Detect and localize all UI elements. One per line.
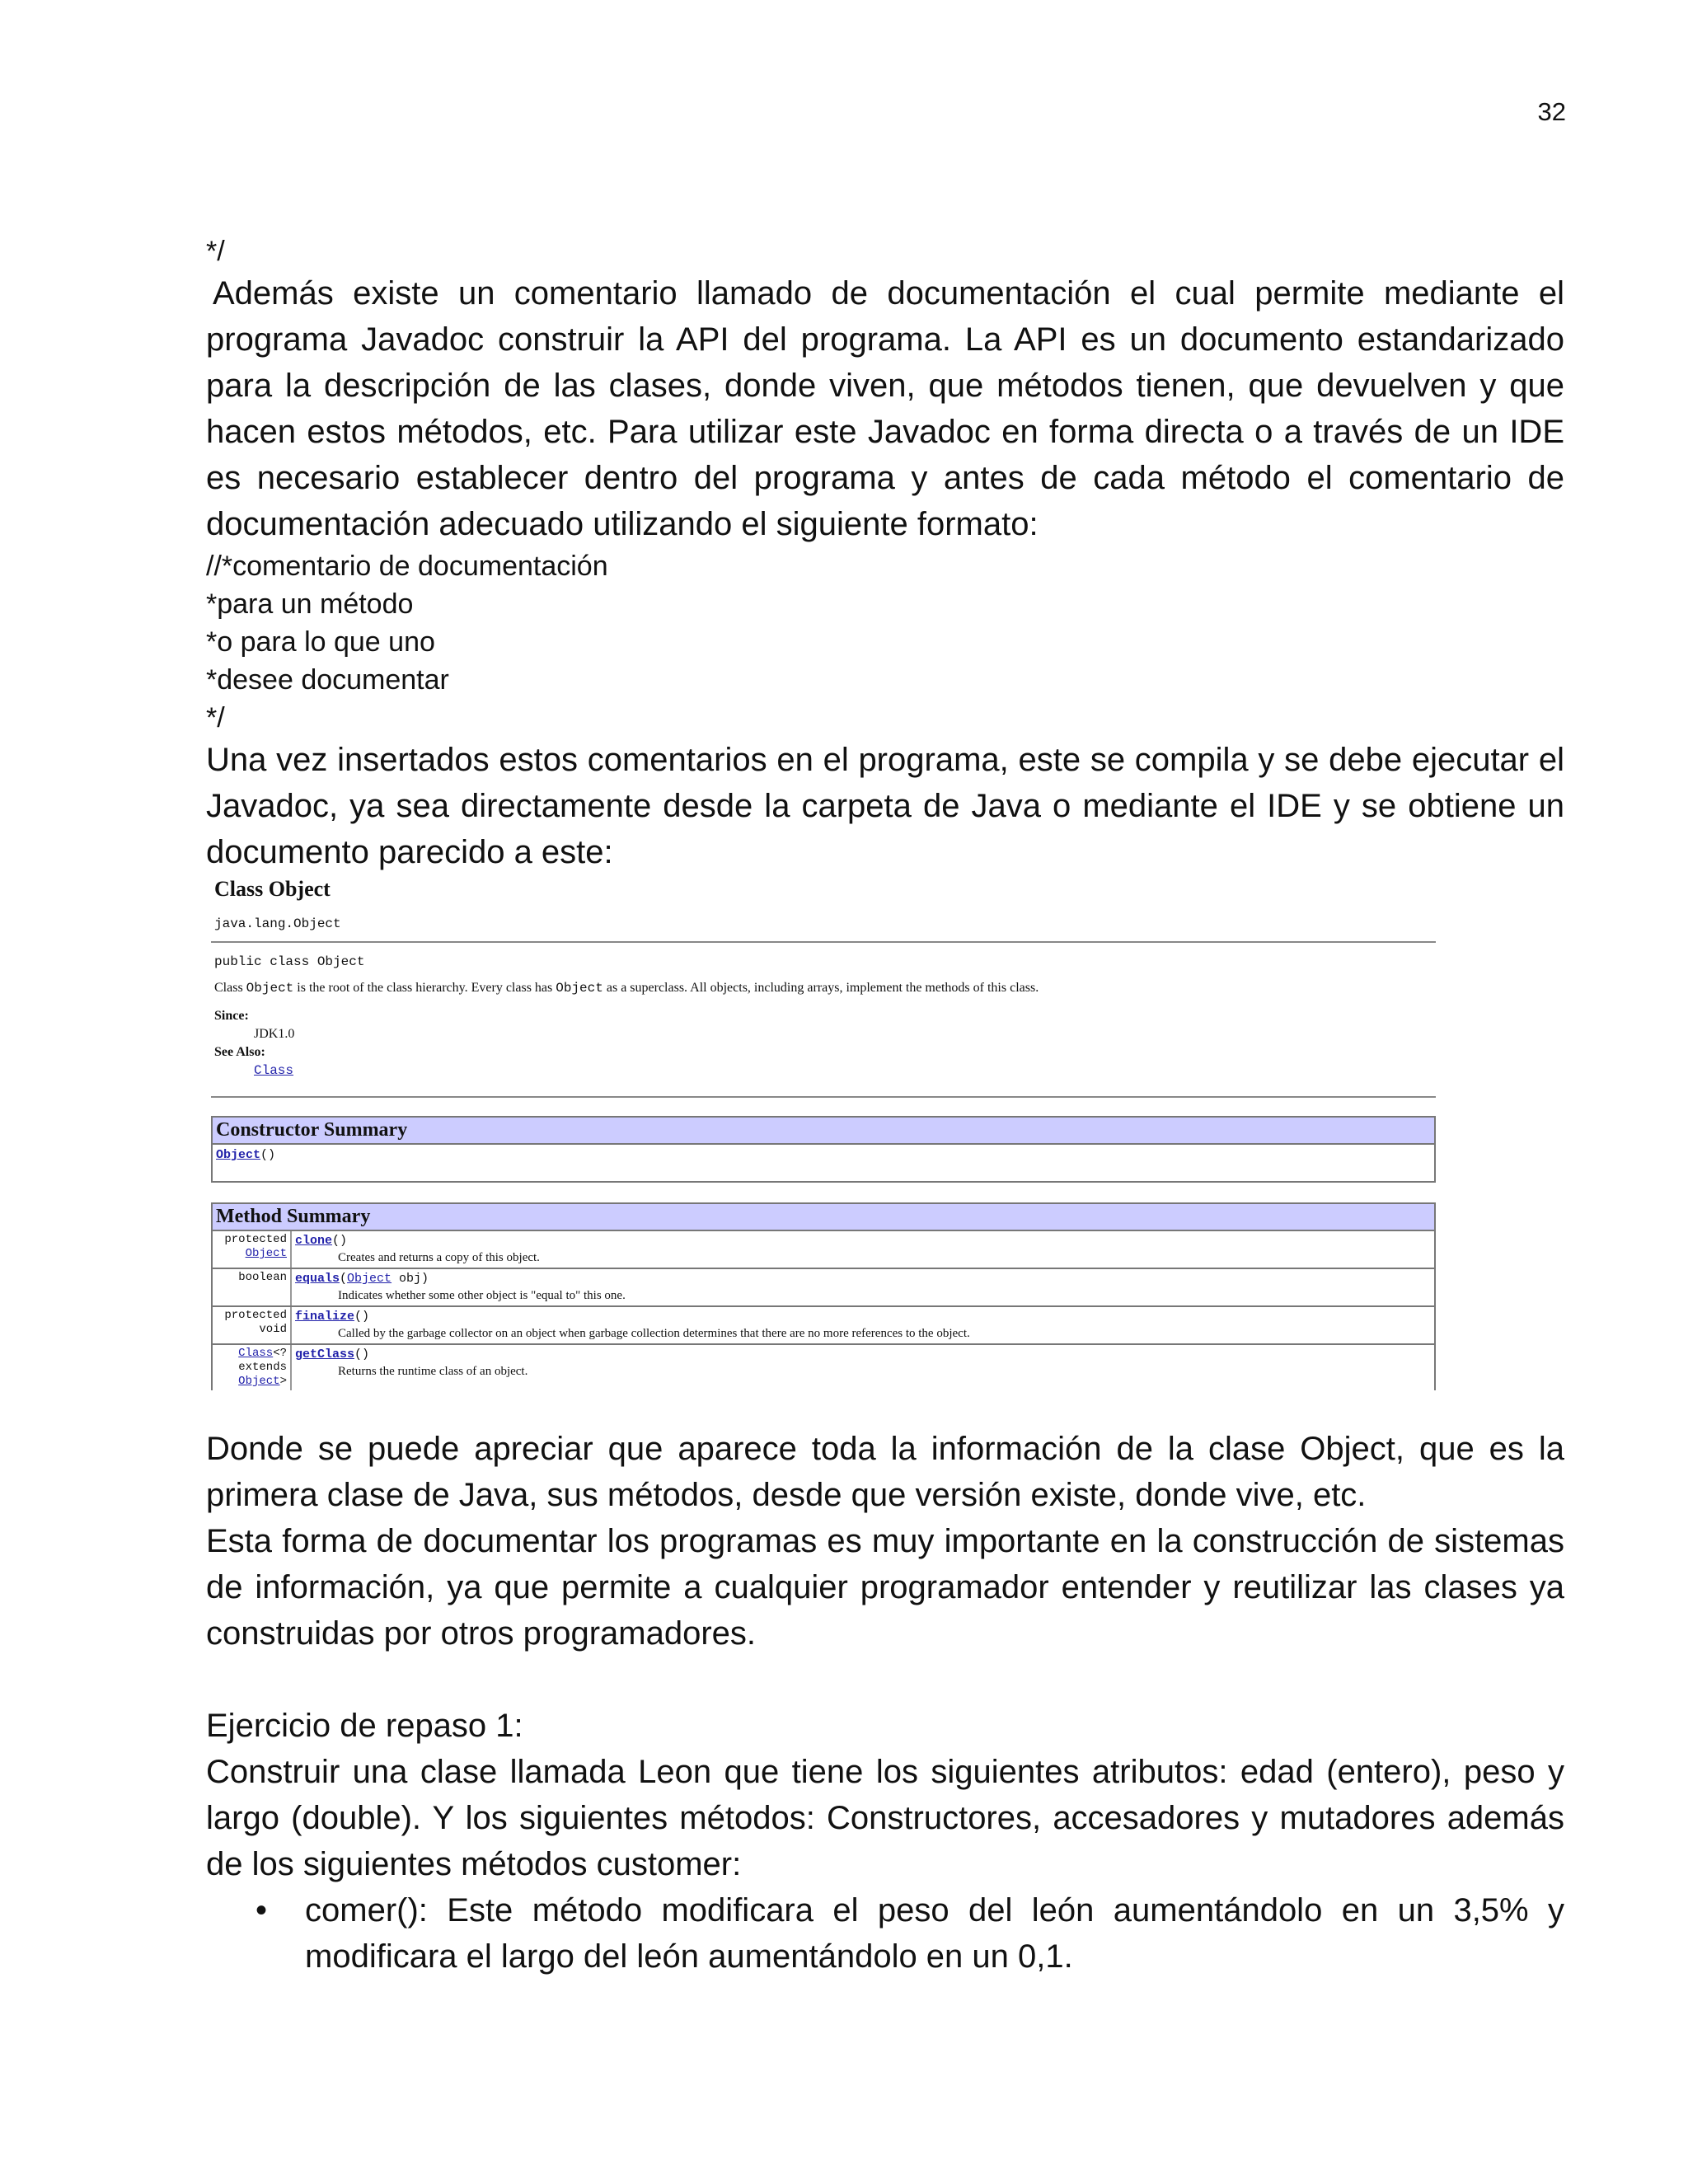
since-label: Since: xyxy=(214,1009,249,1023)
exercise-title: Ejercicio de repaso 1: xyxy=(206,1708,523,1744)
javadoc-screenshot xyxy=(211,877,1436,1422)
code-line: */ xyxy=(206,702,225,733)
exercise-body: Construir una clase llamada Leon que tiene los siguientes atributos: edad (entero), peso y largo (double). Y los siguientes métodos: Constructores, accesadores y mutadores además de los siguientes métodos customer: xyxy=(206,1754,1564,1882)
after-image-paragraph-2: Esta forma de documentar los programas es muy importante en la construcción de sistemas de información, ya que permite a cualquier programador entender y reutilizar las clases ya construidas por otros programadores. xyxy=(206,1523,1564,1652)
see-also-link[interactable]: Class xyxy=(254,1063,294,1078)
method-row: boolean equals(Object obj) Indicates whether some other object is "equal to" this one. xyxy=(213,1268,1434,1305)
code-line: //*comentario de documentación xyxy=(206,551,608,582)
since-value: JDK1.0 xyxy=(254,1027,295,1041)
javadoc-description: Class Object is the root of the class hierarchy. Every class has Object as a superclass. All objects, including arrays, implement the methods of this class. xyxy=(214,981,1039,996)
method-row: Class<? extends Object> getClass() Returns the runtime class of an object. xyxy=(213,1343,1434,1390)
bullet-text: comer(): Este método modificara el peso del león aumentándolo en un 3,5% y modificara el largo del león aumentándolo en un 0,1. xyxy=(305,1892,1564,1975)
bullet-icon: • xyxy=(256,1892,268,1929)
method-link-clone[interactable]: clone xyxy=(295,1234,333,1248)
after-image-paragraph-1: Donde se puede apreciar que aparece toda la información de la clase Object, que es la primera clase de Java, sus métodos, desde que versión existe, donde vive, etc. xyxy=(206,1431,1564,1513)
javadoc-package: java.lang.Object xyxy=(214,916,341,931)
javadoc-title: Class Object xyxy=(214,877,331,901)
method-row: protected void finalize() Called by the garbage collector on an object when garbage collection determines that there are no more references to the object. xyxy=(213,1305,1434,1343)
code-line: *para un método xyxy=(206,588,414,620)
page-number: 32 xyxy=(1537,97,1566,126)
constructor-summary-heading: Constructor Summary xyxy=(213,1118,1434,1145)
divider xyxy=(211,1096,1436,1098)
divider xyxy=(211,941,1436,943)
constructor-summary-table xyxy=(211,1116,1436,1183)
method-link-finalize[interactable]: finalize xyxy=(295,1310,355,1324)
page-content xyxy=(206,232,1564,1980)
method-summary-heading: Method Summary xyxy=(213,1204,1434,1230)
code-line: *desee documentar xyxy=(206,664,449,696)
code-line: *o para lo que uno xyxy=(206,626,435,658)
comment-close: */ xyxy=(206,236,225,267)
method-link-equals[interactable]: equals xyxy=(295,1272,340,1286)
method-row: protected Object clone() Creates and returns a copy of this object. xyxy=(213,1230,1434,1268)
constructor-row: Object() xyxy=(216,1148,276,1162)
method-summary-table xyxy=(211,1202,1436,1390)
constructor-link[interactable]: Object xyxy=(216,1148,261,1162)
list-item xyxy=(256,1887,1564,1980)
after-code-paragraph: Una vez insertados estos comentarios en el programa, este se compila y se debe ejecutar el Javadoc, ya sea directamente desde la carpeta de Java o mediante el IDE y se obtiene un documento parecido a este: xyxy=(206,742,1564,870)
see-also-label: See Also: xyxy=(214,1045,265,1059)
method-link-getclass[interactable]: getClass xyxy=(295,1347,355,1361)
intro-paragraph: Además existe un comentario llamado de documentación el cual permite mediante el programa Javadoc construir la API del programa. La API es un documento estandarizado para la descripción de las clases, donde viven, que métodos tienen, que devuelven y que hacen estos métodos, etc. Para utilizar este Javadoc en forma directa o a través de un IDE es necesario establecer dentro del programa y antes de cada método el comentario de documentación adecuado utilizando el siguiente formato: xyxy=(206,275,1564,542)
javadoc-declaration: public class Object xyxy=(214,954,365,969)
